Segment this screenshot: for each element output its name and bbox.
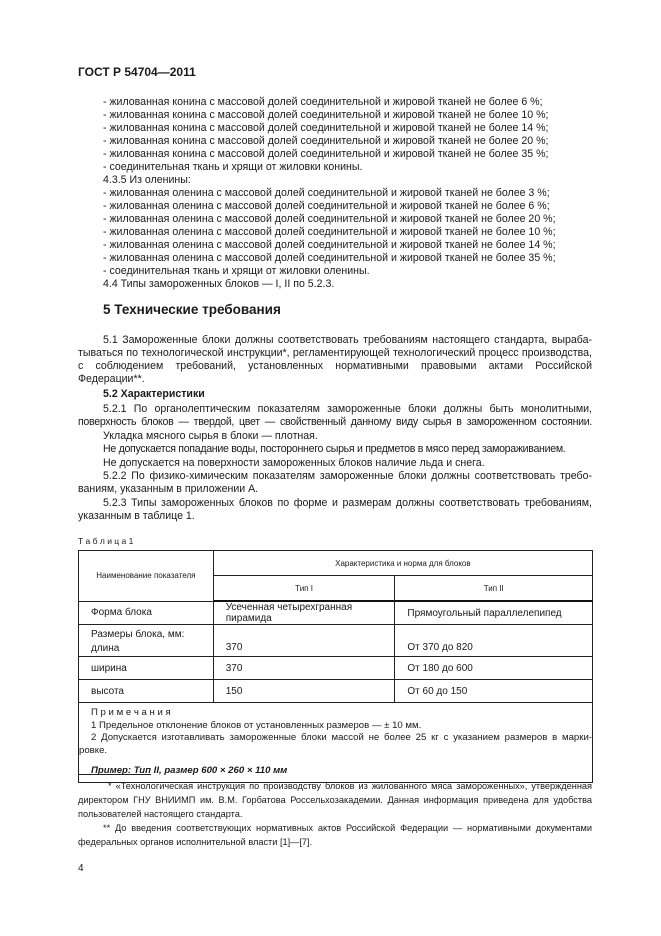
header-cell: Тип II xyxy=(395,576,593,602)
blocks-table xyxy=(78,550,593,783)
clause-4-4: 4.4 Типы замороженных блоков — I, II по 5.2.3. xyxy=(103,278,335,290)
document-header: ГОСТ Р 54704—2011 xyxy=(78,65,196,79)
note-2-cont: ровке. xyxy=(79,744,108,756)
notes-title: П р и м е ч а н и я xyxy=(91,707,171,718)
header-cell: Тип I xyxy=(213,576,395,602)
list-item: - жилованная конина с массовой долей соединительной и жировой тканей не более 20 %; xyxy=(103,135,549,147)
table-cell: ширина xyxy=(79,657,214,680)
paragraph-line: 5.2.1 По органолептическим показателям замороженные блоки должны быть монолитными, xyxy=(103,403,592,415)
footnote-line: ** До введения соответствующих нормативных актов Российской Федерации — нормативными документами xyxy=(103,823,592,833)
footnote-line: пользователей настоящего стандарта. xyxy=(78,809,243,819)
list-item: - жилованная конина с массовой долей соединительной и жировой тканей не более 35 %; xyxy=(103,148,549,160)
page-number: 4 xyxy=(78,863,84,874)
footnote-rule xyxy=(78,774,151,775)
paragraph-line: Не допускается на поверхности замороженных блоков наличие льда и снега. xyxy=(103,457,485,469)
list-item: - жилованная оленина с массовой долей соединительной и жировой тканей не более 35 %; xyxy=(103,252,556,264)
paragraph-line: 5.1 Замороженные блоки должны соответствовать требованиям настоящего стандарта, выраба- xyxy=(103,334,592,346)
table-cell: высота xyxy=(79,680,214,703)
table-cell: длина xyxy=(91,643,120,654)
subsection-heading: 5.2 Характеристики xyxy=(103,388,205,400)
example: Пример: Тип II, размер 600 × 260 × 110 мм xyxy=(91,765,288,776)
footnote-line: федеральных органов исполнительной власти [1]—[7]. xyxy=(78,837,313,847)
list-item: - жилованная конина с массовой долей соединительной и жировой тканей не более 10 %; xyxy=(103,109,549,121)
table-row xyxy=(79,657,593,680)
list-item: - жилованная конина с массовой долей соединительной и жировой тканей не более 14 %; xyxy=(103,122,549,134)
list-item: - жилованная оленина с массовой долей соединительной и жировой тканей не более 3 %; xyxy=(103,187,550,199)
header-cell: Наименование показателя xyxy=(79,551,214,602)
table-cell: Размеры блока, мм: xyxy=(91,629,185,640)
table-caption: Т а б л и ц а 1 xyxy=(78,536,134,546)
clause-4-3-5: 4.3.5 Из оленины: xyxy=(103,174,191,186)
list-item: - жилованная оленина с массовой долей соединительной и жировой тканей не более 14 %; xyxy=(103,239,556,251)
footnote-line: * «Технологическая инструкция по производству блоков из жилованного мяса замороженных», утвержденная xyxy=(108,781,592,791)
table-cell: От 370 до 820 xyxy=(395,625,593,657)
paragraph-line: 5.2.2 По физико-химическим показателям замороженные блоки должны соответствовать требо- xyxy=(103,470,592,482)
table-cell: От 60 до 150 xyxy=(395,680,593,703)
list-item: - соединительная ткань и хрящи от жиловки оленины. xyxy=(103,265,370,277)
paragraph-line: ваниям, указанным в приложении А. xyxy=(78,483,259,495)
list-item: - соединительная ткань и хрящи от жиловки конины. xyxy=(103,161,363,173)
list-item: - жилованная оленина с массовой долей соединительной и жировой тканей не более 6 %; xyxy=(103,200,550,212)
note-1: 1 Предельное отклонение блоков от установленных размеров — ± 10 мм. xyxy=(91,719,422,731)
table-row xyxy=(79,601,593,625)
table-cell: 370 xyxy=(213,657,395,680)
table-notes xyxy=(79,703,593,783)
paragraph-line: тываться по технологической инструкции*, регламентирующей технологический процесс производства, xyxy=(78,347,592,359)
table-cell: Форма блока xyxy=(79,601,214,625)
paragraph-line: Федерации**. xyxy=(78,373,145,385)
list-item: - жилованная конина с массовой долей соединительной и жировой тканей не более 6 %; xyxy=(103,96,543,108)
paragraph-line: указанным в таблице 1. xyxy=(78,510,195,522)
footnote-line: директором ГНУ ВНИИМП им. В.М. Горбатова Россельхозакадемии. Данная информация приведена для удобства xyxy=(78,795,592,805)
table-cell: Усеченная четырехгранная пирамида xyxy=(213,601,395,625)
paragraph-line: поверхность блоков — твердой, цвет — свойственный данному виду сырья в замороженном состоянии. xyxy=(78,416,592,428)
table-cell: От 180 до 600 xyxy=(395,657,593,680)
paragraph-line: с соблюдением требований, установленных нормативными правовыми актами Российской xyxy=(78,360,592,372)
paragraph-line: Не допускается попадание воды, постороннего сырья и предметов в мясо перед замораживанием. xyxy=(103,443,566,455)
table-cell: 150 xyxy=(213,680,395,703)
table-row xyxy=(79,680,593,703)
list-item: - жилованная оленина с массовой долей соединительной и жировой тканей не более 10 %; xyxy=(103,226,556,238)
header-cell: Характеристика и норма для блоков xyxy=(213,551,592,576)
paragraph-line: 5.2.3 Типы замороженных блоков по форме и размерам должны соответствовать требованиям, xyxy=(103,497,592,509)
table-row xyxy=(79,625,593,657)
paragraph-line: Укладка мясного сырья в блоки — плотная. xyxy=(103,430,318,442)
note-2: 2 Допускается изготавливать замороженные блоки массой не более 25 кг с указанием размеров в марки- xyxy=(91,732,592,743)
table-cell: 370 xyxy=(213,625,395,657)
table-cell: Прямоугольный параллелепипед xyxy=(395,601,593,625)
section-heading: 5 Технические требования xyxy=(103,302,281,317)
list-item: - жилованная оленина с массовой долей соединительной и жировой тканей не более 20 %; xyxy=(103,213,556,225)
